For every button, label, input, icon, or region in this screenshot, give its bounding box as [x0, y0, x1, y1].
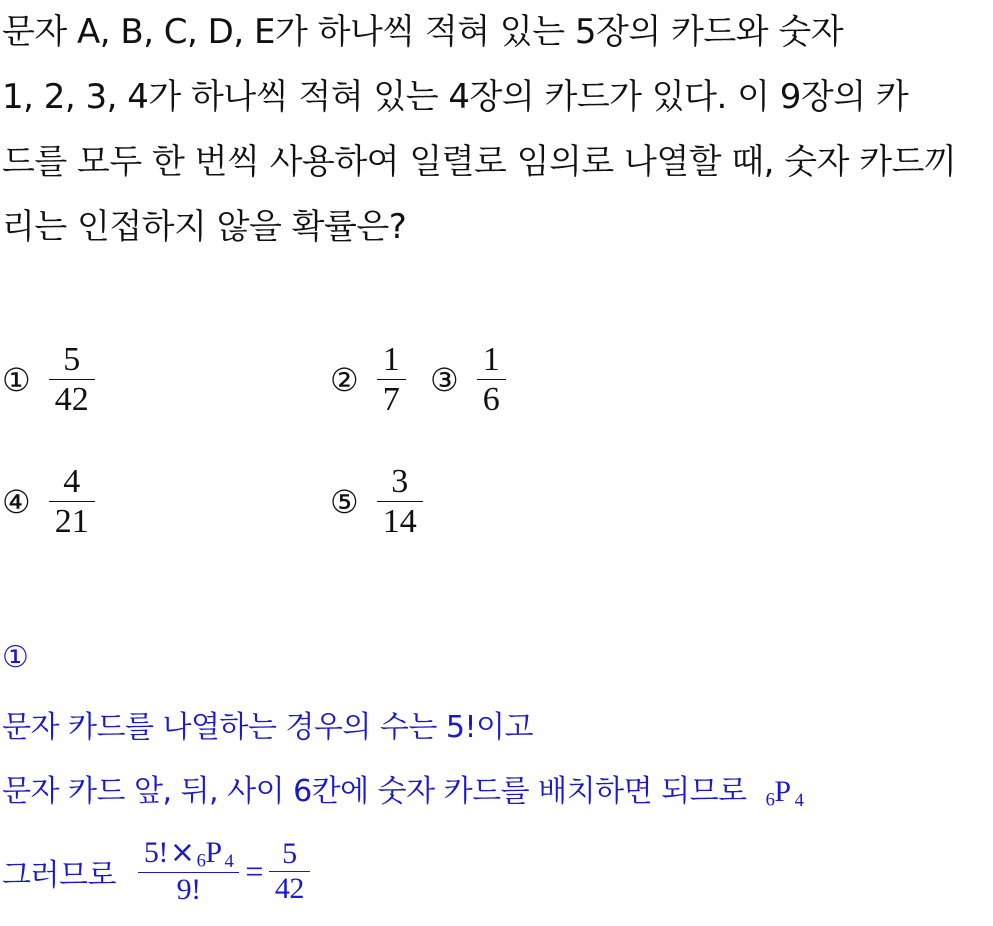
question-line: 드를 모두 한 번씩 사용하여 일렬로 임의로 나열할 때, 숫자 카드끼 [2, 142, 957, 182]
probability-fraction [138, 836, 239, 908]
permutation-subscript: 4 [224, 850, 234, 872]
permutation-letter: P [774, 775, 791, 808]
fraction-denominator: 42 [274, 872, 304, 906]
question-line: 리는 인접하지 않을 확률은? [2, 207, 407, 247]
fraction-numerator: 5 [63, 341, 81, 378]
fraction-denominator: 9! [176, 873, 201, 907]
choice-mark: ③ [430, 360, 459, 399]
fraction-numerator: 5 [282, 836, 297, 870]
choice-1[interactable] [2, 340, 95, 419]
permutation-pre-subscript: 6 [196, 850, 206, 872]
factorial-term: 5! [143, 836, 168, 869]
permutation-subscript: 4 [794, 789, 804, 811]
fraction-numerator: 4 [63, 463, 81, 500]
choice-3[interactable] [430, 340, 506, 419]
fraction-numerator [138, 836, 239, 872]
permutation-pre-subscript: 6 [765, 789, 775, 811]
fraction-numerator: 1 [382, 341, 400, 378]
times-sign: × [169, 835, 195, 870]
choice-mark: ① [2, 360, 31, 399]
choice-2[interactable] [330, 340, 406, 419]
solution-line-3-prefix: 그러므로 [2, 857, 116, 893]
solution-line-1: 문자 카드를 나열하는 경우의 수는 5!이고 [2, 710, 533, 745]
fraction-denominator: 21 [54, 503, 89, 541]
fraction-numerator: 1 [482, 341, 500, 378]
fraction-denominator: 6 [482, 381, 500, 419]
choice-fraction [377, 340, 406, 419]
solution-line-3 [2, 836, 310, 908]
permutation-expression [765, 775, 804, 811]
choice-5[interactable] [330, 462, 423, 541]
fraction-denominator: 42 [54, 381, 89, 419]
fraction-denominator: 14 [382, 503, 417, 541]
choice-fraction [377, 462, 423, 541]
question-line: 1, 2, 3, 4가 하나씩 적혀 있는 4장의 카드가 있다. 이 9장의 카 [2, 77, 909, 117]
fraction-denominator: 7 [382, 381, 400, 419]
choice-fraction [477, 340, 506, 419]
fraction-numerator: 3 [391, 463, 409, 500]
question-line: 문자 A, B, C, D, E가 하나씩 적혀 있는 5장의 카드와 숫자 [2, 12, 844, 52]
result-fraction [269, 837, 310, 907]
solution-line-2 [2, 766, 803, 812]
choice-fraction [49, 340, 95, 419]
choice-mark: ④ [2, 482, 31, 521]
question-text [2, 0, 992, 260]
equals-sign: = [245, 853, 263, 890]
choice-mark: ⑤ [330, 482, 359, 521]
choice-mark: ② [330, 360, 359, 399]
permutation-letter: P [205, 836, 222, 869]
choice-4[interactable] [2, 462, 95, 541]
solution-answer: ① [2, 640, 29, 675]
solution-line-2-text: 문자 카드 앞, 뒤, 사이 6칸에 숫자 카드를 배치하면 되므로 [2, 774, 747, 809]
choice-fraction [49, 462, 95, 541]
